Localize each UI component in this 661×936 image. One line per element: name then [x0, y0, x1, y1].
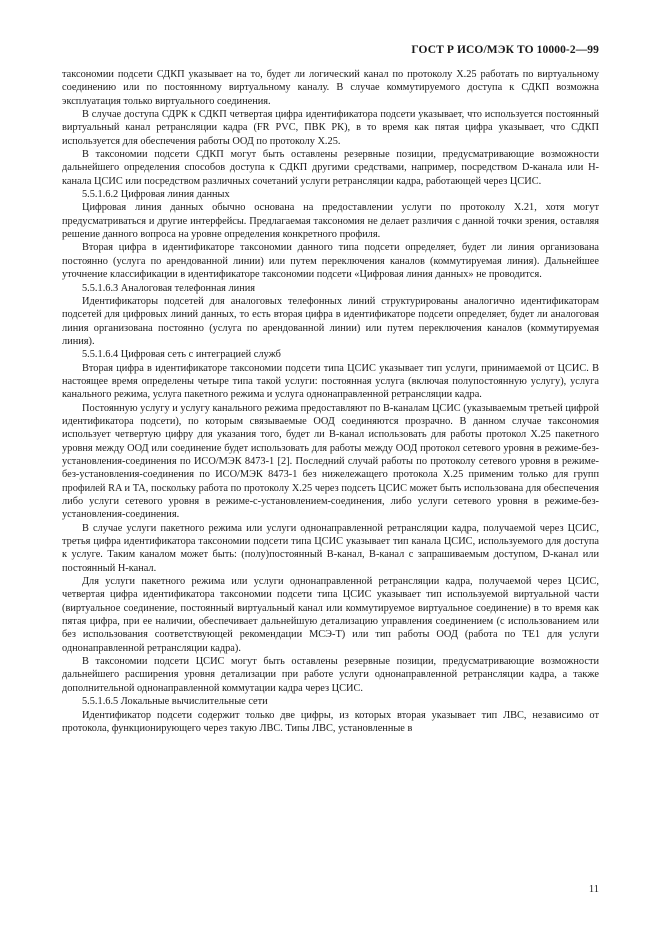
paragraph-continuation: таксономии подсети СДКП указывает на то, будет ли логический канал по протоколу X.25 работать по виртуальному соединению или по постоянному виртуальному каналу. В случае коммутируемого доступа к СДКП возможна эксплуатация только виртуального соединения.	[62, 69, 599, 107]
paragraph: Вторая цифра в идентификаторе таксономии подсети типа ЦСИС указывает тип услуги, принимаемой от ЦСИС. В настоящее время определены четыре типа такой услуги: постоянная услуга (включая полупостоянную услугу), услуга канального режима, услуга пакетного режима и услуга однонаправленной ретрансляции кадра.	[62, 362, 599, 401]
page-number: 11	[588, 884, 599, 895]
paragraph: Идентификатор подсети содержит только две цифры, из которых вторая указывает тип ЛВС, независимо от протокола, функционирующего через такую ЛВС. Типы ЛВС, установленные в	[62, 709, 599, 734]
paragraph: Вторая цифра в идентификаторе таксономии данного типа подсети определяет, будет ли линия организована постоянно (услуга по арендованной линии) или путем переключения каналов (коммутируемая линия). Дальнейшее уточнение классификации в идентификаторе таксономии подсети «Цифровая линия данных» не проводится.	[62, 242, 599, 281]
subsection-heading-isdn: 5.5.1.6.4 Цифровая сеть с интеграцией служб	[82, 349, 281, 361]
paragraph: В таксономии подсети СДКП могут быть оставлены резервные позиции, предусматривающие возможности дальнейшего определения способов доступа к СДКП другими средствами, например, посредством D-канала или H-канала ЦСИС или посредством различных сочетаний услуги ретрансляции кадра, работающей через ЦСИС.	[62, 149, 599, 187]
subsection-heading-analog-telephone-line: 5.5.1.6.3 Аналоговая телефонная линия	[82, 282, 256, 294]
standard-header: ГОСТ Р ИСО/МЭК ТО 10000-2—99	[411, 44, 599, 56]
paragraph: Цифровая линия данных обычно основана на предоставлении услуги по протоколу X.21, хотя могут предусматриваться и другие интерфейсы. Предлагаемая таксономия не делает различия с данной точки зрения, оставляя решение данного вопроса на уровне определения конкретного профиля.	[62, 202, 599, 241]
paragraph: В таксономии подсети ЦСИС могут быть оставлены резервные позиции, предусматривающие возможности дальнейшего расширения уровня детализации при работе услуги однонаправленной ретрансляции кадра, а также дополнительной однонаправленной коммутации кадра через ЦСИС.	[62, 656, 599, 694]
paragraph: В случае доступа СДРК к СДКП четвертая цифра идентификатора подсети указывает, что используется постоянный виртуальный канал ретрансляции кадра (FR PVC, ПВК РК), в то время как пятая цифра указывает, что СДКП используется для обеспечения работы ООД по протоколу X.25.	[62, 109, 599, 147]
paragraph: Постоянную услугу и услугу канального режима предоставляют по B-каналам ЦСИС (указываемым третьей цифрой идентификатора подсети), по которым связываемые ООД соединяются прозрачно. В данном случае таксономия использует четвертую цифру для указания того, будет ли B-канал использовать для работы протокол X.25 пакетного уровня между ООД или соединение будет использовать для работы между ООД протокол сетевого уровня в режиме-без-установления-соединения по ИСО/МЭК 8473-1 [2]. Последний случай работы по протоколу сетевого уровня в режиме-без-установления-соединения по ИСО/МЭК 8473-1 без нижележащего протокола X.25 применим только для групп профилей RA и TA, поскольку работа по протоколу X.25 через подсеть ЦСИС может быть использована для обеспечения либо услуги сетевого уровня в режиме-с-установлением-соединения, либо услуги сетевого уровня в режиме-без-установления-соединения.	[62, 402, 599, 521]
subsection-heading-digital-data-line: 5.5.1.6.2 Цифровая линия данных	[82, 189, 230, 201]
paragraph: Для услуги пакетного режима или услуги однонаправленной ретрансляции кадра, получаемой через ЦСИС, четвертая цифра идентификатора таксономии подсети типа ЦСИС указывает тип используемой виртуальной части (виртуальное соединение, постоянный виртуальный канал или коммутируемое виртуальное соединение) в то время как пятая цифра, при ее наличии, обеспечивает дальнейшую детализацию управления соединением (с использованием или без использования соответствующей рекомендации МСЭ-Т) или тип работы ООД (работа по TE1 для услуги однонаправленной ретрансляции кадра).	[62, 576, 599, 654]
subsection-heading-lan: 5.5.1.6.5 Локальные вычислительные сети	[82, 696, 268, 708]
paragraph: В случае услуги пакетного режима или услуги однонаправленной ретрансляции кадра, получаемой через ЦСИС, третья цифра идентификатора таксономии подсети типа ЦСИС указывает тип канала ЦСИС, используемого для доступа к услуге. Таким каналом может быть: (полу)постоянный B-канал, B-канал с запрашиваемым доступом, D-канал или постоянный H-канал.	[62, 522, 599, 574]
paragraph: Идентификаторы подсетей для аналоговых телефонных линий структурированы аналогично идентификаторам подсетей для цифровых линий данных, то есть вторая цифра в идентификаторе подсети определяет, будет ли аналоговая линия организована постоянно (услуга по арендованной линии) или путем переключения каналов (коммутируемая линия).	[62, 295, 599, 347]
document-body	[62, 68, 599, 735]
